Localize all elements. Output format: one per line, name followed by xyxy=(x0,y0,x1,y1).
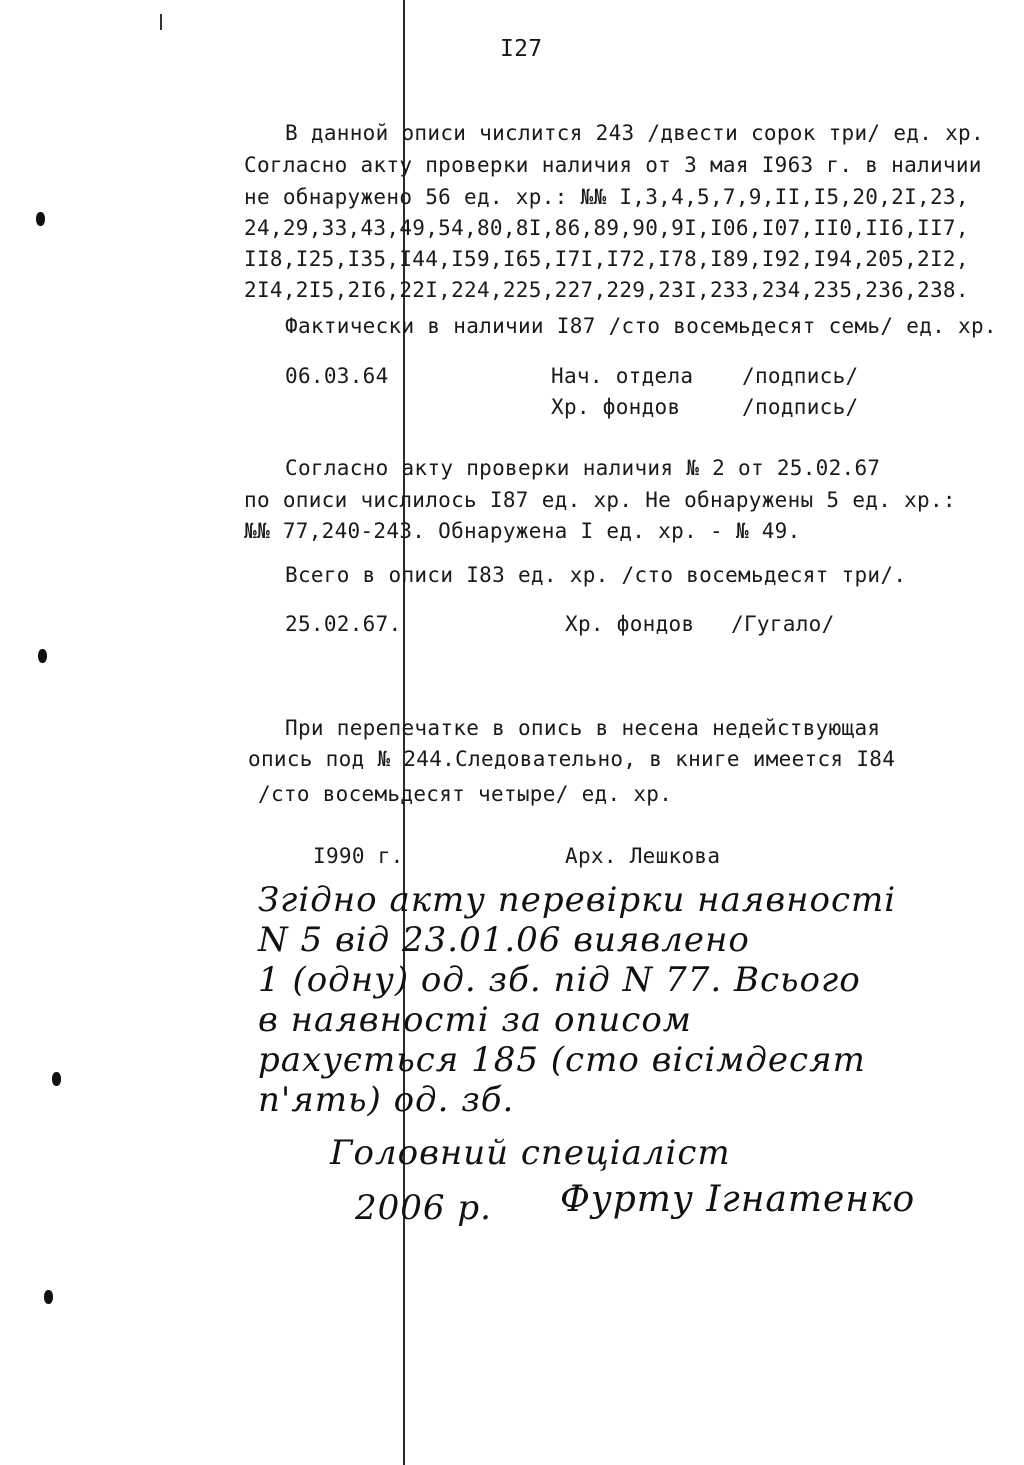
handwritten-line: в наявності за описом xyxy=(258,1000,692,1040)
text-line: опись под № 244.Следовательно, в книге имеется I84 xyxy=(248,747,896,771)
handwritten-signature: Фурту Ігнатенко xyxy=(560,1179,916,1220)
total-line: Всего в описи I83 ед. хр. /сто восемьдесят три/. xyxy=(285,563,907,587)
signature-role: Нач. отдела xyxy=(551,364,694,388)
text-line: по описи числилось I87 ед. хр. Не обнаружены 5 ед. хр.: xyxy=(244,488,956,512)
signature-role: Хр. фондов xyxy=(565,612,695,636)
handwritten-title: Головний спеціаліст xyxy=(330,1133,731,1173)
text-line: Фактически в наличии I87 /сто восемьдесят семь/ ед. хр. xyxy=(285,314,997,338)
date: I990 г. xyxy=(313,844,404,868)
signature-value: /Гугало/ xyxy=(731,612,835,636)
handwritten-year: 2006 р. xyxy=(355,1188,492,1228)
signature-role: Хр. фондов xyxy=(551,395,681,419)
date: 25.02.67. xyxy=(285,612,402,636)
handwritten-line: 1 (одну) од. зб. під N 77. Всього xyxy=(258,960,861,1000)
text-line: №№ 77,240-243. Обнаружена I ед. хр. - № 49. xyxy=(244,519,801,543)
text-line: Согласно акту проверки наличия № 2 от 25.02.67 xyxy=(285,456,881,480)
page-number: I27 xyxy=(500,36,543,62)
handwritten-line: рахується 185 (сто вісімдесят xyxy=(258,1040,866,1080)
signature-value: /подпись/ xyxy=(742,395,859,419)
text-line: II8,I25,I35,I44,I59,I65,I7I,I72,I78,I89,I92,I94,205,2I2, xyxy=(244,247,969,271)
handwritten-line: Згідно акту перевірки наявності xyxy=(258,880,897,920)
date: 06.03.64 xyxy=(285,364,389,388)
handwritten-line: п'ять) од. зб. xyxy=(258,1080,515,1120)
punch-hole-mark xyxy=(36,212,45,226)
text-line: При перепечатке в опись в несена недействующая xyxy=(285,716,881,740)
scan-speck xyxy=(160,14,162,30)
text-line: не обнаружено 56 ед. хр.: №№ I,3,4,5,7,9,II,I5,20,2I,23, xyxy=(244,185,969,209)
punch-hole-mark xyxy=(38,649,47,663)
signature-role: Арх. Лешкова xyxy=(565,844,721,868)
text-line: 24,29,33,43,49,54,80,8I,86,89,90,9I,I06,I07,II0,II6,II7, xyxy=(244,216,969,240)
text-line: /сто восемьдесят четыре/ ед. хр. xyxy=(258,782,673,806)
punch-hole-mark xyxy=(44,1290,53,1304)
signature-value: /подпись/ xyxy=(742,364,859,388)
text-line: В данной описи числится 243 /двести сорок три/ ед. хр. xyxy=(285,121,984,145)
text-line: Согласно акту проверки наличия от 3 мая I963 г. в наличии xyxy=(244,153,982,177)
handwritten-line: N 5 від 23.01.06 виявлено xyxy=(258,920,750,960)
punch-hole-mark xyxy=(52,1072,61,1086)
text-line: 2I4,2I5,2I6,22I,224,225,227,229,23I,233,234,235,236,238. xyxy=(244,278,969,302)
